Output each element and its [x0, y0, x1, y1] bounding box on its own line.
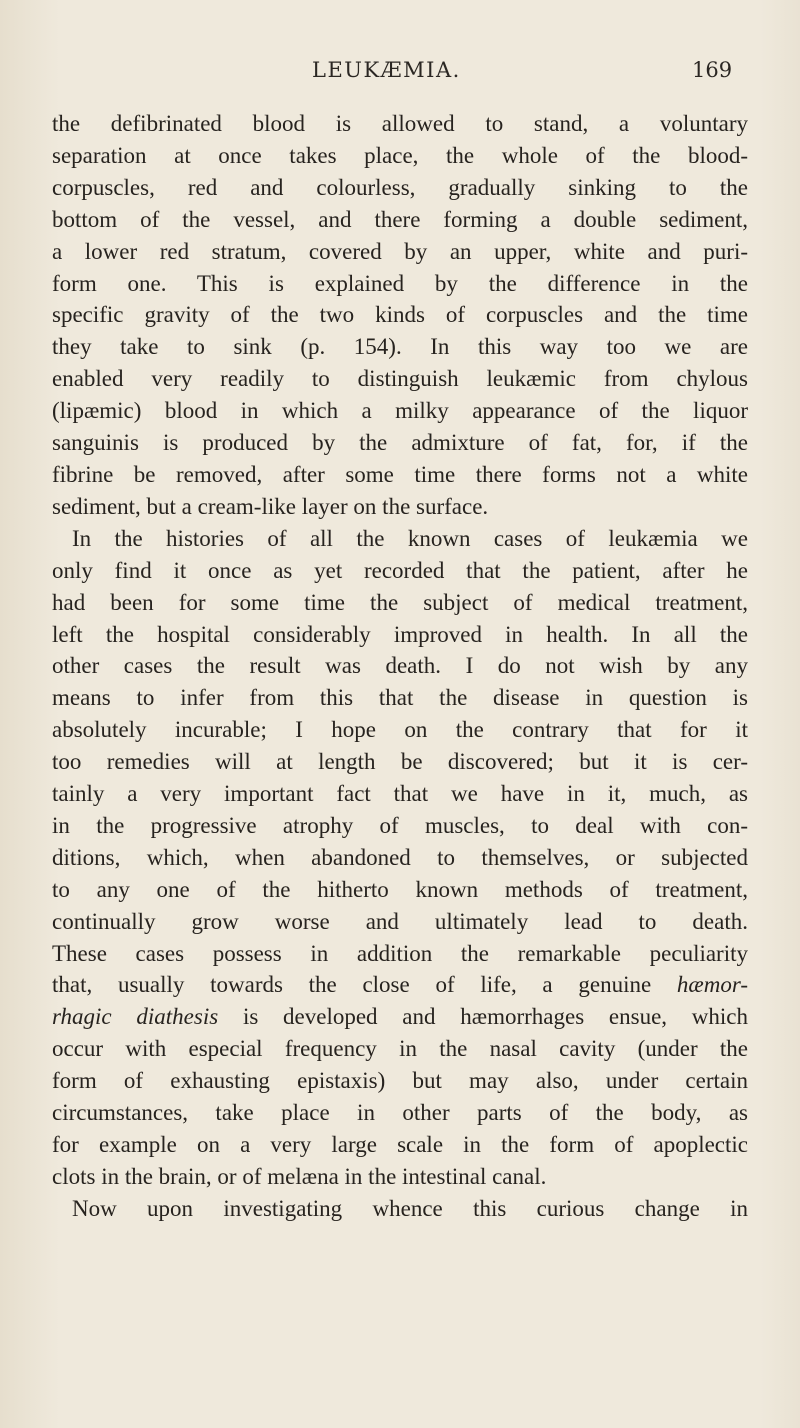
text-line: occur with especial frequency in the nasal cavity (under the: [52, 1036, 748, 1062]
text-line: specific gravity of the two kinds of corpuscles and the time: [52, 302, 748, 328]
text-line: a lower red stratum, covered by an upper, white and puri-: [52, 238, 748, 264]
body-text: [52, 108, 748, 1225]
text-line: separation at once takes place, the whole of the blood-: [52, 142, 748, 168]
italic-term: rhagic diathesis: [52, 1004, 219, 1030]
text-line: continually grow worse and ultimately lead to death.: [52, 908, 748, 934]
text-line: bottom of the vessel, and there forming a double sediment,: [52, 206, 748, 232]
text-line: sanguinis is produced by the admixture of fat, for, if the: [52, 430, 748, 456]
text-line: for example on a very large scale in the form of apoplectic: [52, 1132, 748, 1157]
text-line: enabled very readily to distinguish leukæmic from chylous: [52, 366, 748, 392]
text-line: [52, 969, 748, 1001]
paragraph-start-line: Now upon investigating whence this curious change in: [72, 1195, 748, 1221]
page-number: 169: [692, 58, 733, 82]
text-line: other cases the result was death. I do not wish by any: [52, 653, 748, 679]
running-title: LEUKÆMIA.: [312, 58, 461, 82]
text-line: to any one of the hitherto known methods of treatment,: [52, 876, 748, 902]
text-line: sediment, but a cream-like layer on the surface.: [52, 493, 489, 519]
text-line: means to infer from this that the disease in question is: [52, 685, 748, 711]
text-line: (lipæmic) blood in which a milky appearance of the liquor: [52, 398, 748, 424]
text-line: absolutely incurable; I hope on the contrary that for it: [52, 717, 748, 743]
text-line: tainly a very important fact that we have in it, much, as: [52, 781, 748, 807]
text-line: only find it once as yet recorded that the patient, after he: [52, 557, 748, 583]
text-line: too remedies will at length be discovered; but it is cer-: [52, 749, 748, 775]
text-line: left the hospital considerably improved in health. In all the: [52, 621, 748, 647]
text-fragment: is developed and hæmorrhages ensue, which: [242, 1004, 749, 1030]
text-line: fibrine be removed, after some time there forms not a white: [52, 461, 748, 487]
text-line: the defibrinated blood is allowed to stand, a voluntary: [52, 111, 748, 136]
text-line: [52, 1001, 748, 1033]
page-header: [0, 58, 800, 98]
text-line: corpuscles, red and colourless, gradually sinking to the: [52, 174, 748, 200]
italic-term: hæmor-: [676, 972, 748, 998]
text-line: circumstances, take place in other parts of the body, as: [52, 1100, 748, 1126]
text-line: form of exhausting epistaxis) but may also, under certain: [52, 1068, 748, 1094]
text-line: had been for some time the subject of medical treatment,: [52, 589, 748, 615]
text-line: These cases possess in addition the remarkable peculiarity: [52, 940, 748, 966]
text-line: form one. This is explained by the difference in the: [52, 270, 748, 296]
text-line: clots in the brain, or of melæna in the intestinal canal.: [52, 1163, 547, 1189]
text-line: they take to sink (p. 154). In this way too we are: [52, 334, 748, 360]
text-line: ditions, which, when abandoned to themselves, or subjected: [52, 844, 748, 870]
text-fragment: that, usually towards the close of life, a genuine: [52, 972, 652, 998]
paragraph-start-line: In the histories of all the known cases of leukæmia we: [72, 525, 748, 551]
text-line: in the progressive atrophy of muscles, to deal with con-: [52, 812, 748, 838]
